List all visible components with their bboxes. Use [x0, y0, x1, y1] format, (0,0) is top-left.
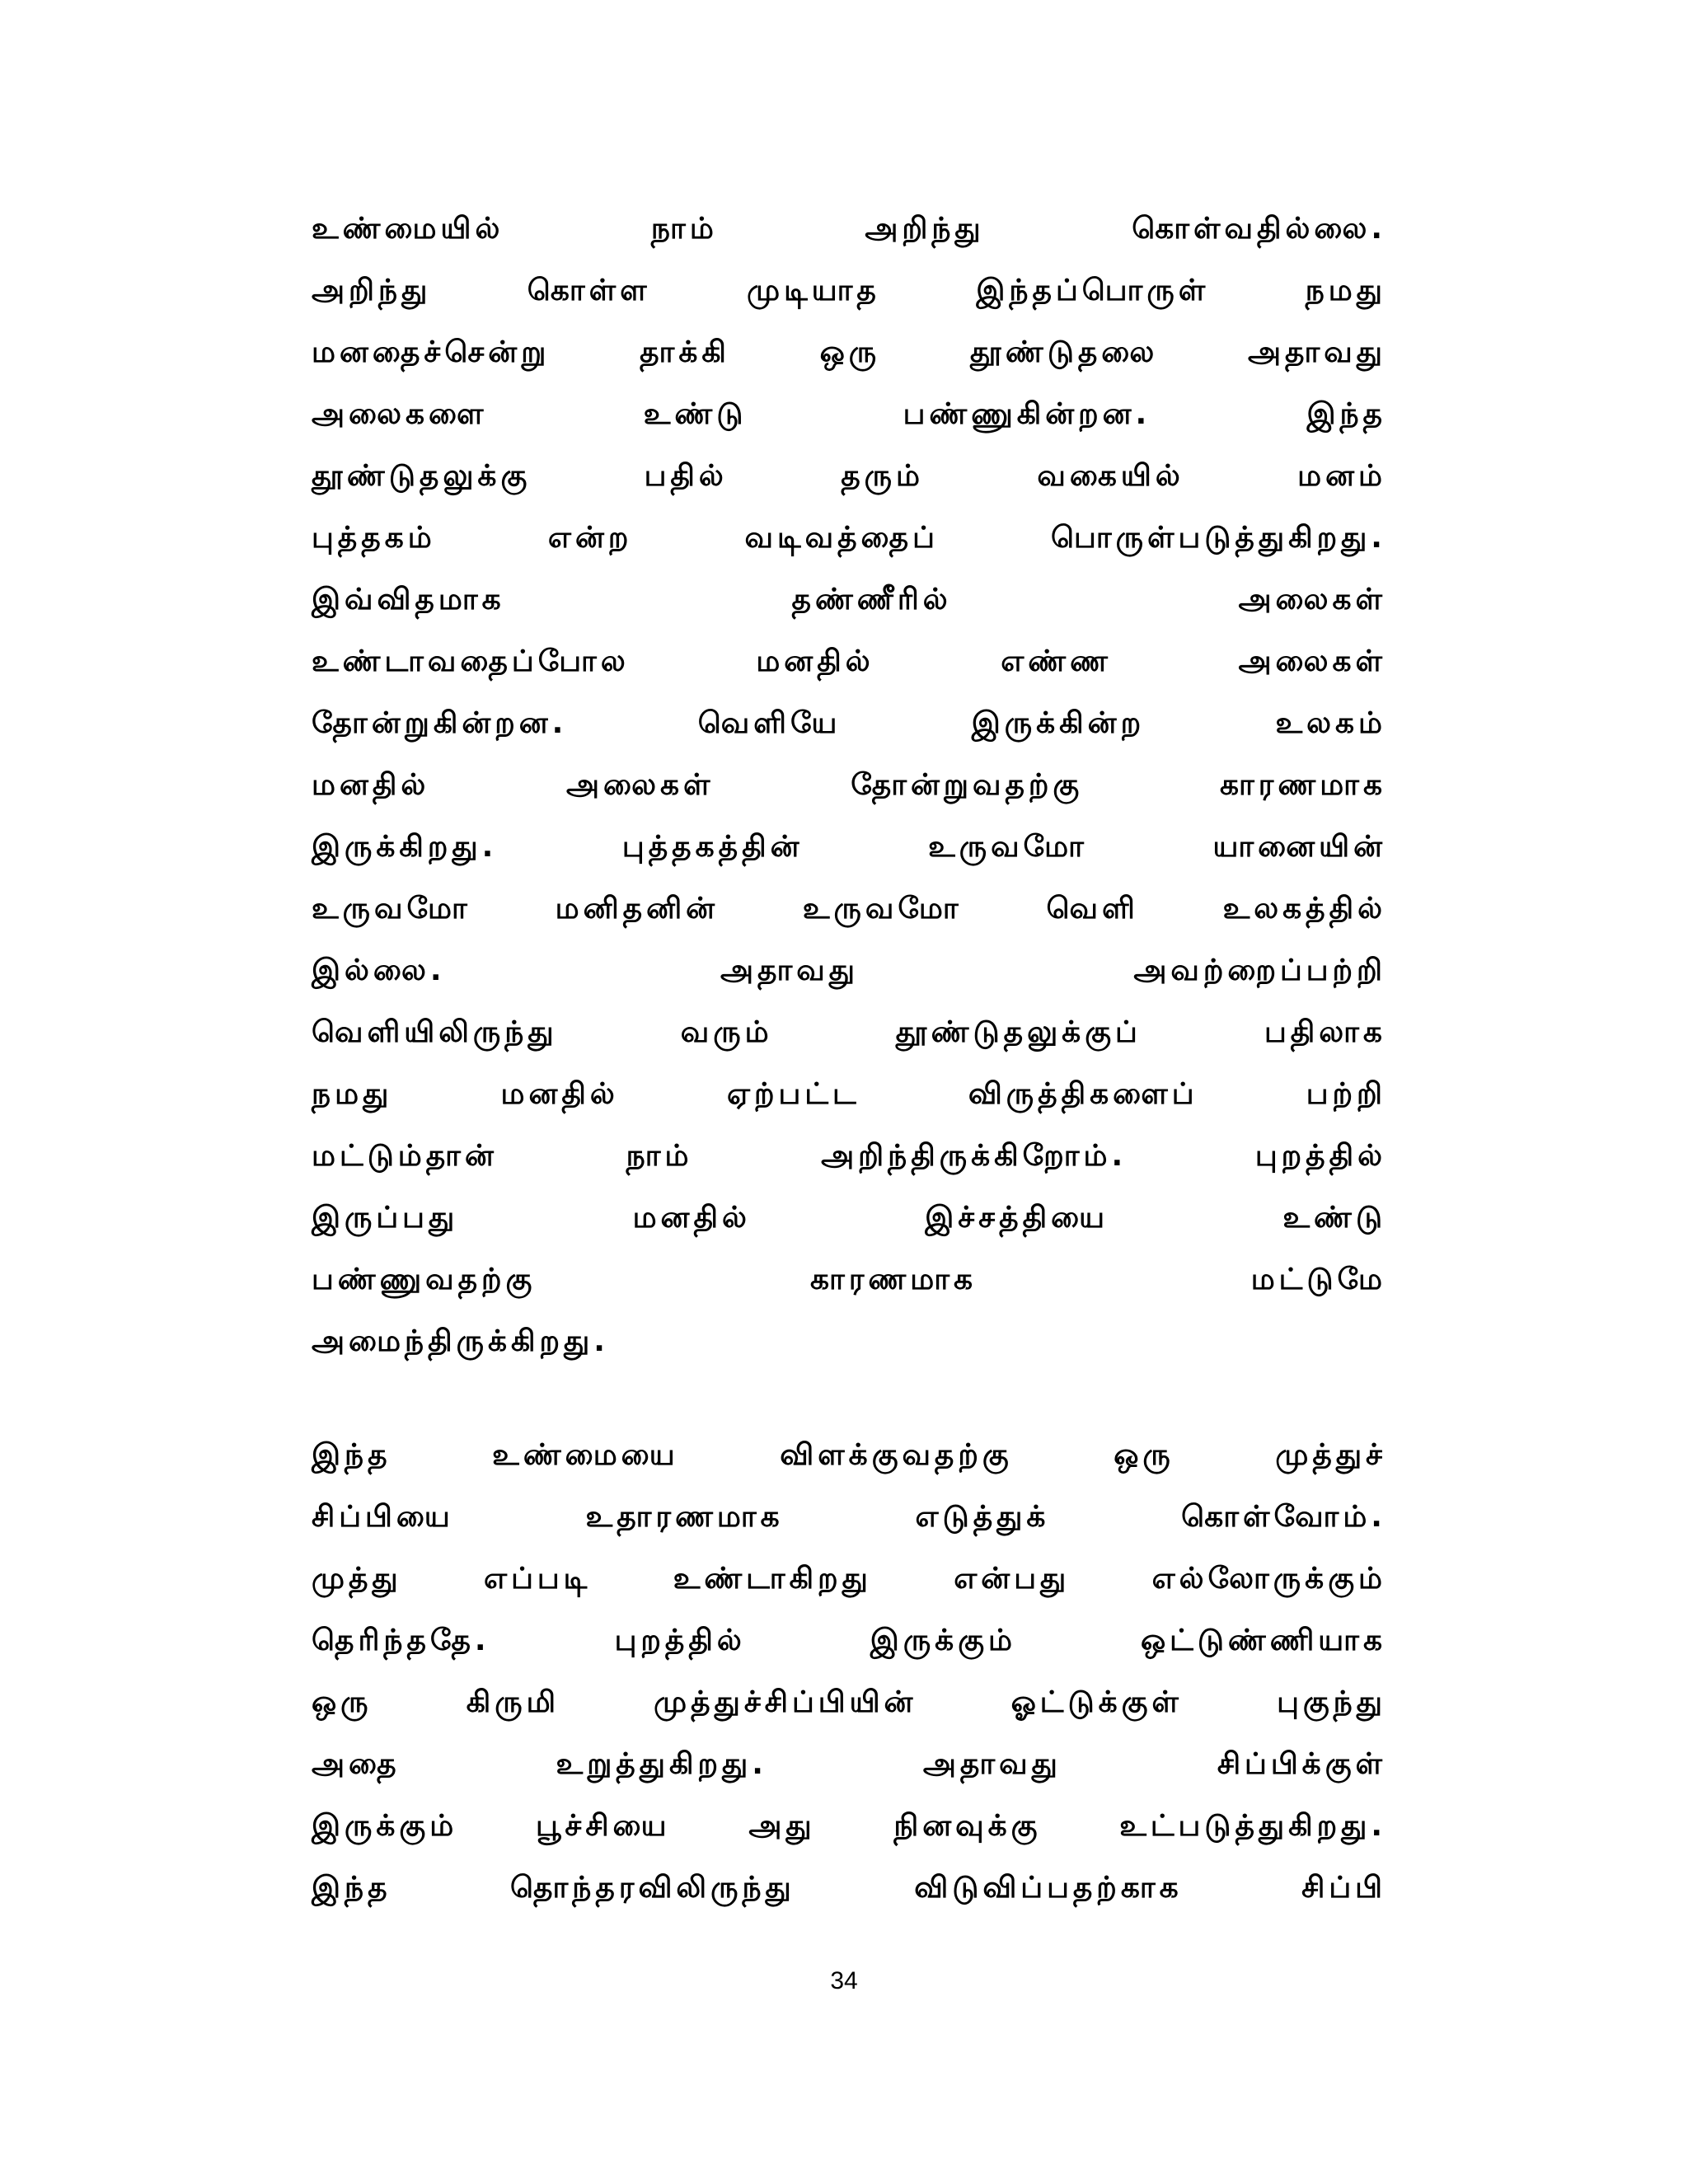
text-line [312, 1733, 1386, 1795]
word: ஒரு [312, 1685, 373, 1719]
word: பொருள்படுத்துகிறது. [1051, 521, 1386, 555]
word: நாம் [650, 212, 718, 246]
word: தெரிந்ததே. [312, 1624, 490, 1657]
text-line [312, 630, 1386, 692]
text-line [312, 1310, 1386, 1372]
word: தாக்கி [640, 335, 730, 369]
word: பதில் [644, 459, 728, 493]
word: நாம் [626, 1139, 693, 1173]
word: முத்து [312, 1562, 402, 1596]
text-line [312, 260, 1386, 321]
word: தரும் [841, 459, 924, 493]
word: கொள்வதில்லை. [1132, 212, 1386, 246]
word: விளக்குவதற்கு [780, 1438, 1013, 1472]
word: இருக்கின்ற [971, 706, 1146, 740]
text-line [312, 383, 1386, 445]
word: முடியாத [747, 274, 880, 307]
word: பற்றி [1306, 1077, 1386, 1111]
word: எண்ண [1001, 644, 1112, 678]
text-line [312, 569, 1386, 630]
text-line [312, 1424, 1386, 1486]
word: உருவமோ [928, 830, 1088, 864]
text-line [312, 878, 1386, 940]
text-line [312, 940, 1386, 1001]
text-line [312, 445, 1386, 507]
word: அமைந்திருக்கிறது. [312, 1324, 609, 1358]
word: வெளியிலிருந்து [312, 1015, 558, 1049]
word: முத்துச்சிப்பியின் [654, 1685, 917, 1719]
word: அலைகள் [1238, 644, 1386, 678]
text-line [312, 1610, 1386, 1671]
word: இருப்பது [312, 1201, 459, 1235]
word: உண்மையில் [312, 212, 504, 246]
word: உலகத்தில் [1222, 892, 1386, 926]
word: தண்ணீரில் [791, 583, 952, 616]
word: தொந்தரவிலிருந்து [510, 1871, 795, 1905]
word: மனதில் [500, 1077, 619, 1111]
word: அதாவது [720, 954, 859, 987]
word: சிப்பி [1301, 1871, 1386, 1905]
word: விடுவிப்பதற்காக [914, 1871, 1183, 1905]
text-line [312, 1001, 1386, 1063]
word: யானையின் [1212, 830, 1386, 864]
word: கொள்வோம். [1181, 1500, 1386, 1534]
word: புறத்தில் [614, 1624, 746, 1657]
word: வெளியே [697, 706, 842, 740]
word: என்ற [547, 521, 633, 555]
word: புகுந்து [1277, 1685, 1386, 1719]
text-line [312, 1795, 1386, 1857]
page-number: 34 [830, 1967, 858, 1994]
text-line [312, 1486, 1386, 1548]
word: அறிந்து [865, 212, 985, 246]
word: நமது [1305, 274, 1386, 307]
word: உண்டாகிறது [673, 1562, 872, 1596]
word: இந்த [312, 1438, 392, 1472]
word: வடிவத்தைப் [744, 521, 939, 555]
word: தூண்டுதலை [969, 335, 1159, 369]
word: நினவுக்கு [893, 1809, 1042, 1843]
word: ஒட்டுண்ணியாக [1140, 1624, 1386, 1657]
word: பண்ணுவதற்கு [312, 1263, 537, 1296]
word: தோன்றுவதற்கு [851, 768, 1084, 802]
text-line [312, 1187, 1386, 1249]
word: மனதைச்சென்று [312, 335, 551, 369]
word: அலைகள் [1238, 583, 1386, 616]
word: அதாவது [1248, 335, 1386, 369]
word: கொள்ள [527, 274, 651, 307]
text-line [312, 1548, 1386, 1610]
word: உண்டு [643, 397, 748, 431]
word: இந்த [1306, 397, 1386, 431]
word: மனிதனின் [555, 892, 720, 926]
word: மட்டும்தான் [312, 1139, 498, 1173]
word: தூண்டுதலுக்குப் [895, 1015, 1142, 1049]
word: மனதில் [632, 1201, 751, 1235]
word: காரணமாக [809, 1263, 978, 1296]
text-line [312, 1125, 1386, 1187]
word: என்பது [954, 1562, 1071, 1596]
word: அதாவது [922, 1747, 1062, 1781]
text-line [312, 321, 1386, 383]
word: இல்லை. [312, 954, 446, 987]
word: உட்படுத்துகிறது. [1119, 1809, 1386, 1843]
word: ஓட்டுக்குள் [1010, 1685, 1183, 1719]
text-line [312, 1671, 1386, 1733]
text-line [312, 1857, 1386, 1919]
word: உதாரணமாக [585, 1500, 784, 1534]
word: அலைகளை [312, 397, 488, 431]
paragraph-1 [312, 198, 1386, 1372]
word: புத்தகம் [312, 521, 436, 555]
word: வெளி [1046, 892, 1139, 926]
word: அது [748, 1809, 816, 1843]
text-line [312, 692, 1386, 754]
word: பண்ணுகின்றன. [903, 397, 1151, 431]
text-line [312, 198, 1386, 260]
word: விருத்திகளைப் [968, 1077, 1198, 1111]
word: சிப்பிக்குள் [1217, 1747, 1386, 1781]
word: உலகம் [1275, 706, 1386, 740]
word: இருக்கும் [870, 1624, 1016, 1657]
word: பதிலாக [1264, 1015, 1386, 1049]
word: ஏற்பட்ட [727, 1077, 860, 1111]
word: அலைகள் [566, 768, 715, 802]
word: முத்துச் [1275, 1438, 1386, 1472]
word: அதை [312, 1747, 401, 1781]
word: எடுத்துக் [915, 1500, 1050, 1534]
text-line [312, 816, 1386, 878]
word: மனதில் [312, 768, 430, 802]
word: வரும் [680, 1015, 773, 1049]
word: உண்டாவதைப்போல [312, 644, 630, 678]
paragraph-2 [312, 1424, 1386, 1919]
word: இந்த [312, 1871, 392, 1905]
word: தூண்டுதலுக்கு [312, 459, 532, 493]
word: உண்மையை [492, 1438, 679, 1472]
word: இந்தப்பொருள் [976, 274, 1210, 307]
text-line [312, 754, 1386, 816]
word: கிருமி [466, 1685, 560, 1719]
word: மனதில் [756, 644, 874, 678]
word: ஒரு [819, 335, 881, 369]
word: புத்தகத்தின் [621, 830, 804, 864]
word: உருவமோ [802, 892, 963, 926]
text-line [312, 507, 1386, 569]
word: தோன்றுகின்றன. [312, 706, 568, 740]
word: அறிந்திருக்கிறோம். [821, 1139, 1128, 1173]
text-line [312, 1063, 1386, 1125]
word: இச்சத்தியை [925, 1201, 1109, 1235]
word: உறுத்துகிறது. [556, 1747, 767, 1781]
word: எல்லோருக்கும் [1151, 1562, 1386, 1596]
word: நமது [312, 1077, 393, 1111]
word: காரணமாக [1219, 768, 1386, 802]
word: இருக்கிறது. [312, 830, 498, 864]
word: உண்டு [1282, 1201, 1386, 1235]
word: இவ்விதமாக [312, 583, 505, 616]
word: உருவமோ [312, 892, 471, 926]
word: மட்டுமே [1250, 1263, 1386, 1296]
word: சிப்பியை [312, 1500, 454, 1534]
word: பூச்சியை [535, 1809, 671, 1843]
word: எப்படி [484, 1562, 592, 1596]
word: வகையில் [1037, 459, 1184, 493]
word: புறத்தில் [1254, 1139, 1386, 1173]
word: மனம் [1297, 459, 1386, 493]
word: அறிந்து [312, 274, 432, 307]
word: இருக்கும் [312, 1809, 458, 1843]
word: அவற்றைப்பற்றி [1133, 954, 1386, 987]
word: ஒரு [1114, 1438, 1175, 1472]
text-line [312, 1249, 1386, 1310]
